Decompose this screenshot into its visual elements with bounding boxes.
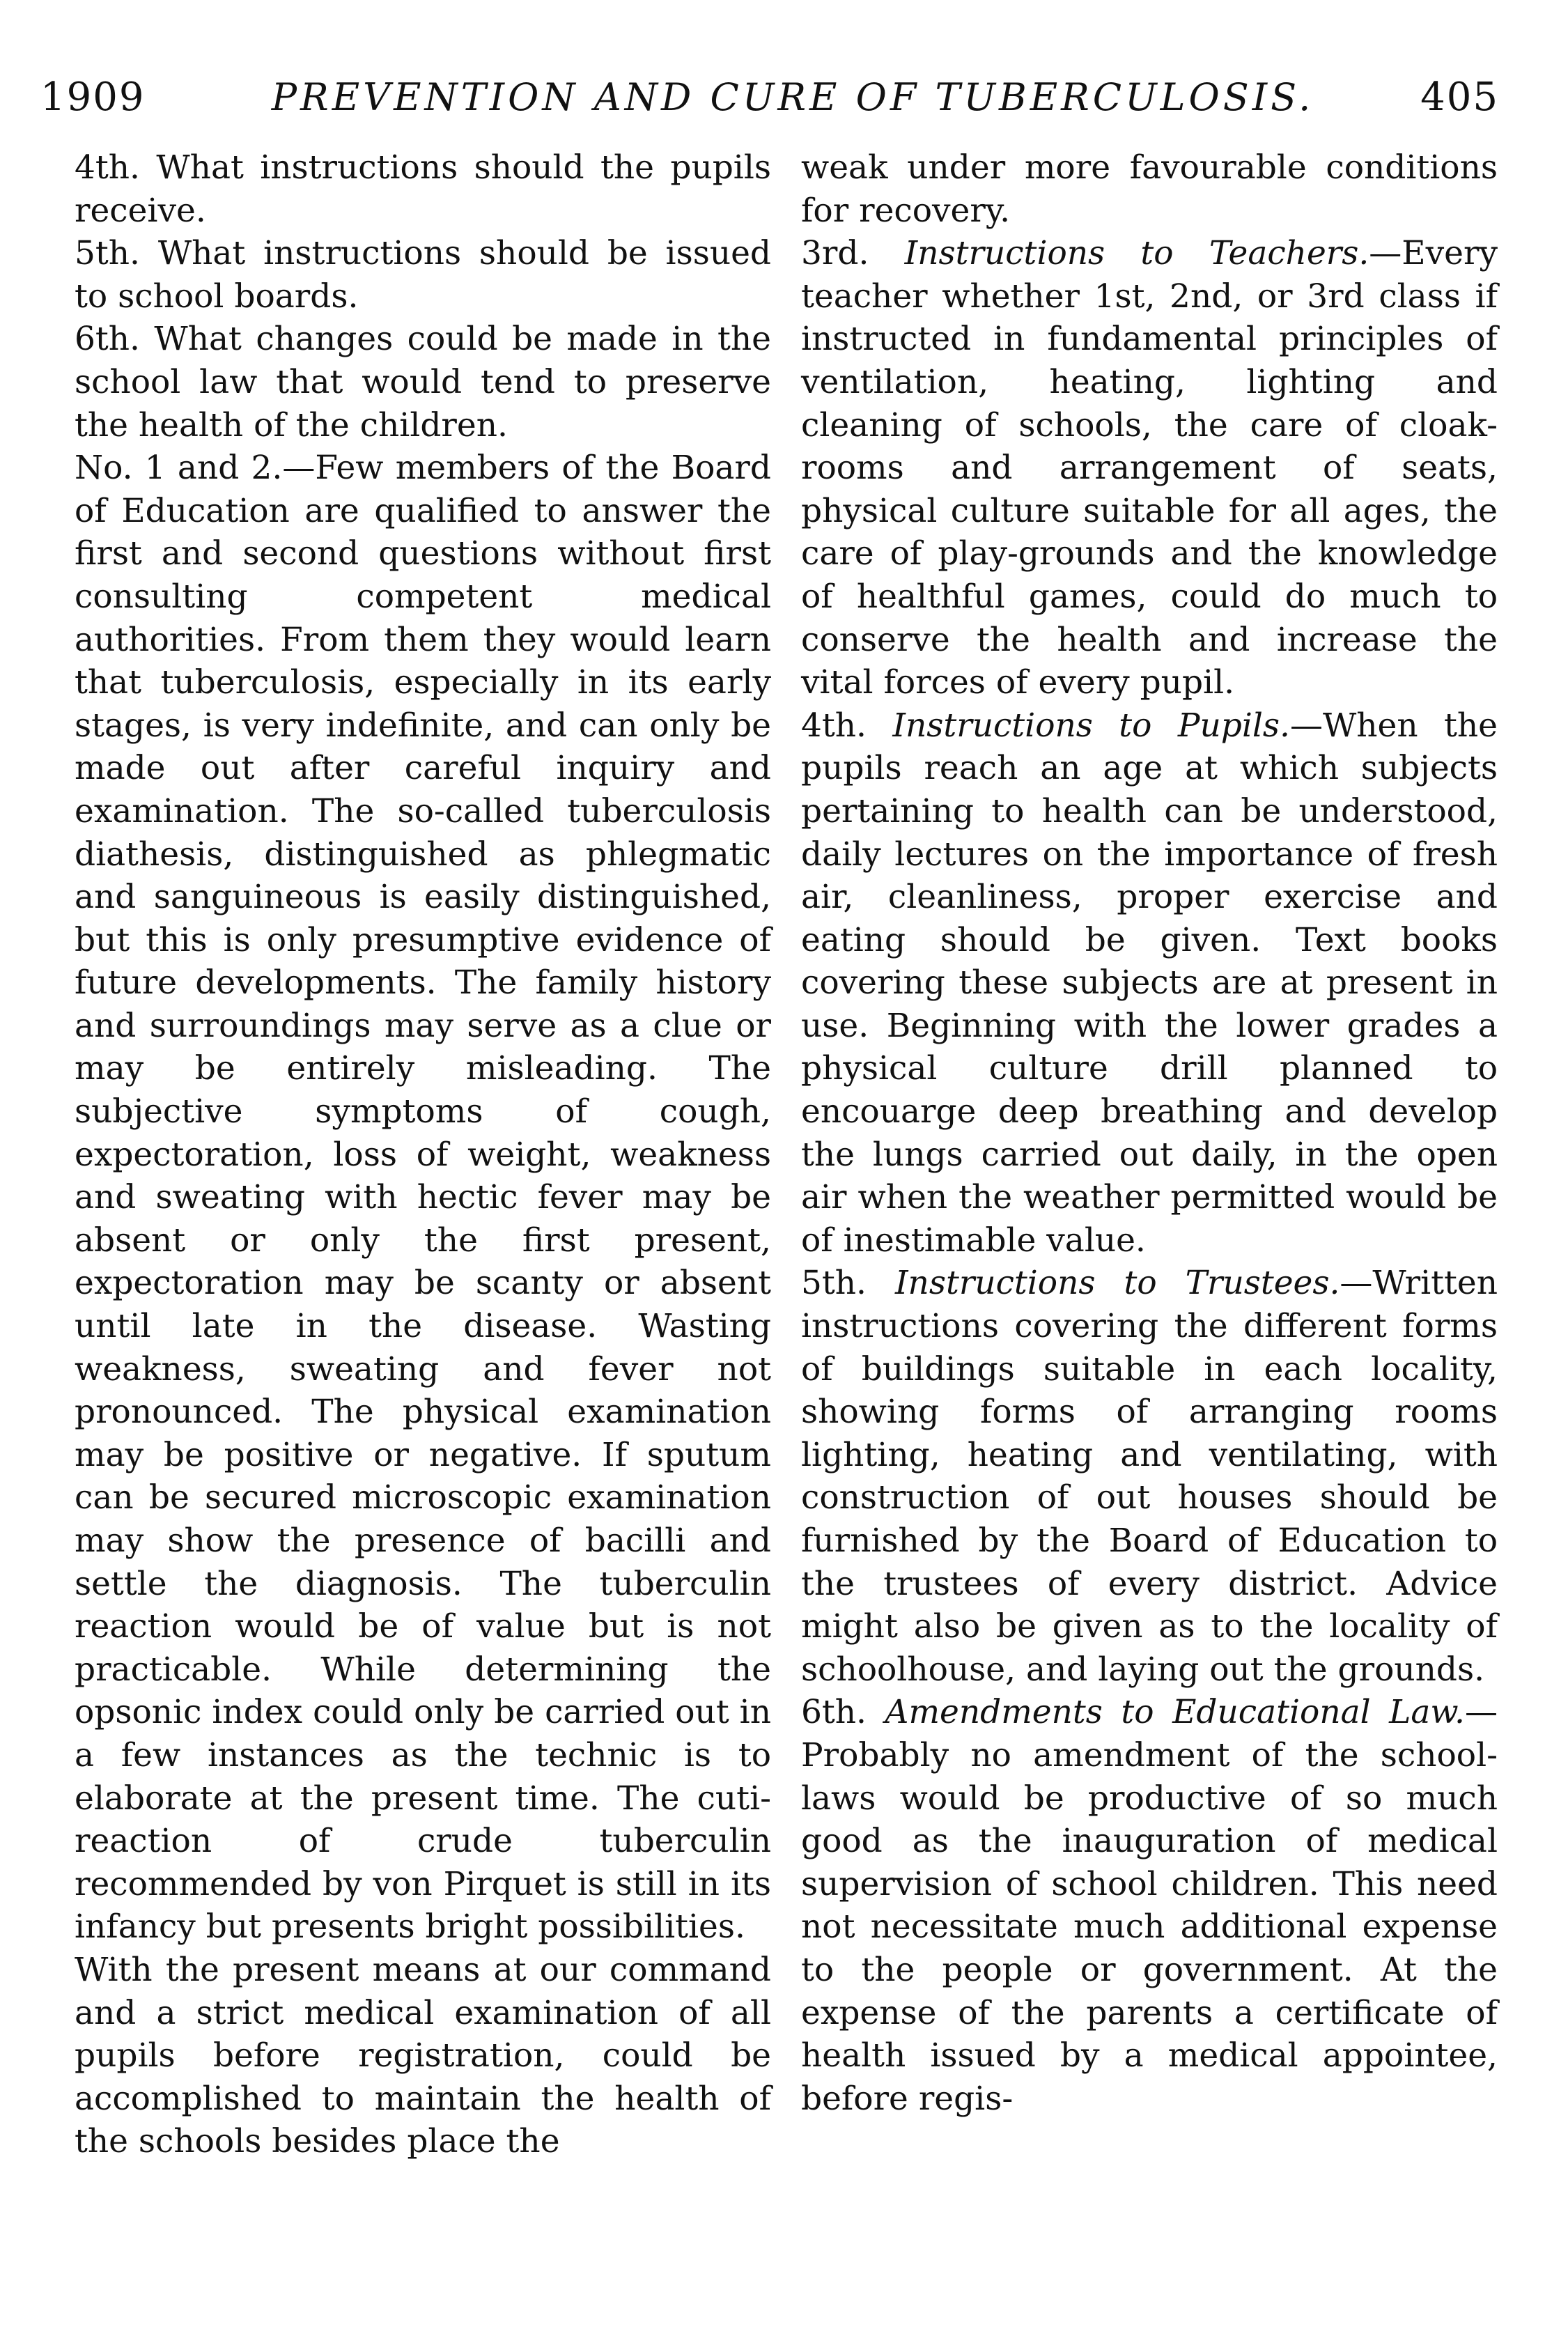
paragraph-continuation: weak under more favourable conditions for recovery. (801, 148, 1498, 230)
section-body: —Written instructions covering the different forms of buildings suitable in each locality, showing forms of arranging rooms lighting, heating and ventilating, with construction of out houses should be furnished by the Board of Education to the trustees of every district. Advice might also be given as to the locality of schoolhouse, and laying out the grounds. (801, 1264, 1498, 1689)
section-heading: Instructions to Trustees. (894, 1264, 1340, 1303)
section-body: —When the pupils reach an age at which subjects pertaining to health can be understood, daily lectures on the importance of fresh air, cleanliness, proper exercise and eating should be given. Text books covering these subjects are at present in use. Beginning with the lower grades a physical culture drill planned to encouarge deep breathing and develop the lungs carried out daily, in the open air when the weather permitted would be of inestimable value. (801, 706, 1498, 1260)
section-teachers (801, 232, 1498, 704)
page-number: 405 (1420, 75, 1499, 120)
section-trustees (801, 1262, 1498, 1691)
header-year: 1909 (40, 75, 146, 120)
paragraph: With the present means at our command and a strict medical examination of all pupils before registration, could be accomplished to maintain the health of the schools besides place the (75, 1950, 771, 2161)
paragraph: No. 1 and 2.—Few members of the Board of Education are qualified to answer the first and second questions without first consulting competent medical authorities. From them they would learn that tuberculosis, especially in its early stages, is very indefinite, and can only be made out after careful inquiry and examination. The so-called tuberculosis diathesis, distinguished as phlegmatic and sanguineous is easily distinguished, but this is only presumptive evidence of future developments. The family history and surroundings may serve as a clue or may be entirely misleading. The subjective symptoms of cough, expectoration, loss of weight, weakness and sweating with hectic fever may be absent or only the first present, expectoration may be scanty or absent until late in the disease. Wasting weakness, sweating and fever not pronounced. The physical examination may be positive or negative. If sputum can be secured microscopic examination may show the presence of bacilli and settle the diagnosis. The tuberculin reaction would be of value but is not practicable. While determining the opsonic index could only be carried out in a few instances as the technic is to elaborate at the present time. The cuti-reaction of crude tuberculin recommended by von Pirquet is still in its infancy but presents bright possibilities. (75, 449, 771, 1947)
section-number: 6th. (801, 1693, 867, 1732)
paragraph: 5th. What instructions should be issued to school boards. (75, 234, 771, 316)
section-heading: Instructions to Teachers. (904, 234, 1369, 273)
running-header (40, 56, 1499, 139)
section-heading: Amendments to Educational Law. (885, 1693, 1465, 1732)
right-column (801, 146, 1498, 2120)
paragraph: 6th. What changes could be made in the school law that would tend to preserve the health of the children. (75, 320, 771, 444)
section-number: 5th. (801, 1264, 867, 1303)
section-number: 4th. (801, 706, 867, 745)
left-column (75, 146, 771, 2163)
section-body: —Every teacher whether 1st, 2nd, or 3rd class if instructed in fundamental principles of ventilation, heating, lighting and cleaning of schools, the care of cloak-rooms and arrangement of seats, physical culture suitable for all ages, the care of play-grounds and the knowledge of healthful games, could do much to conserve the health and increase the vital forces of every pupil. (801, 234, 1498, 702)
header-title: PREVENTION AND CURE OF TUBERCULOSIS. (271, 75, 1314, 119)
section-amendments (801, 1691, 1498, 2120)
section-pupils (801, 704, 1498, 1262)
section-heading: Instructions to Pupils. (892, 706, 1290, 745)
section-body: —Probably no amendment of the school-laws would be productive of so much good as the inauguration of medical supervision of school children. This need not necessitate much additional expense to the people or government. At the expense of the parents a certificate of health issued by a medical appointee, before regis- (801, 1693, 1498, 2118)
paragraph: 4th. What instructions should the pupils receive. (75, 148, 771, 230)
section-number: 3rd. (801, 234, 869, 273)
